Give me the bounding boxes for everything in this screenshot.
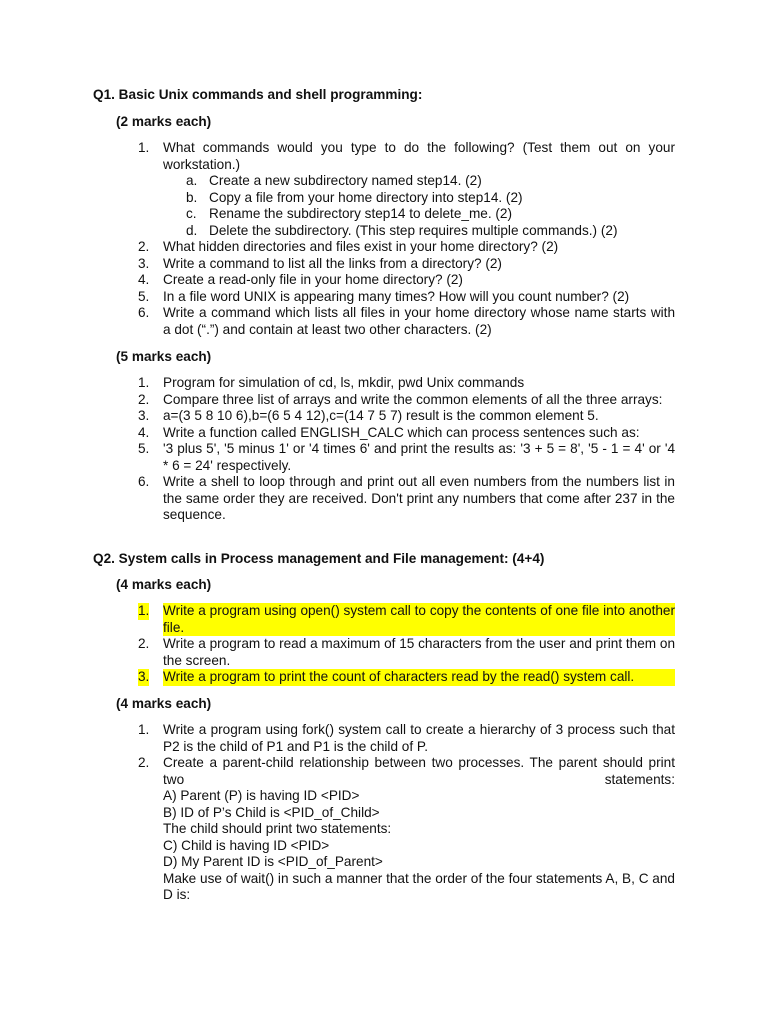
list-item xyxy=(0,375,675,392)
item-text: Program for simulation of cd, ls, mkdir, pwd Unix commands xyxy=(163,375,525,390)
list-item xyxy=(0,256,675,273)
item-number: 4. xyxy=(138,272,150,287)
list-item xyxy=(0,140,675,173)
list-item xyxy=(0,392,675,409)
sub-item-text: Create a new subdirectory named step14. (2) xyxy=(209,173,482,188)
sub-item-text: Copy a file from your home directory into step14. (2) xyxy=(209,189,523,205)
item-number: 2. xyxy=(138,636,150,651)
statement-line: B) ID of P’s Child is <PID_of_Child> xyxy=(163,804,380,820)
item-text: Write a command which lists all files in your home directory whose name starts with a dot (“.”) and contain at least two other characters. (2) xyxy=(163,305,675,337)
item-number: 4. xyxy=(138,424,150,440)
list-item xyxy=(0,755,675,788)
statement-line: A) Parent (P) is having ID <PID> xyxy=(163,788,360,803)
q2-list-b xyxy=(0,722,768,904)
sub-item xyxy=(0,206,768,223)
sub-item-letter: c. xyxy=(186,206,197,221)
item-text: Write a program to print the count of characters read by the read() system call. xyxy=(163,669,675,686)
item-number: 2. xyxy=(138,391,150,407)
q2-marks-b: (4 marks each) xyxy=(116,696,212,711)
item-text: Create a read-only file in your home directory? (2) xyxy=(163,272,463,287)
q2-heading: Q2. System calls in Process management and File management: (4+4) xyxy=(93,551,545,566)
item-number: 5. xyxy=(138,288,150,304)
item-text: Create a parent-child relationship between two processes. The parent should print two statements: xyxy=(163,755,675,787)
list-item xyxy=(0,239,675,256)
item-number: 6. xyxy=(138,474,150,489)
item-text: Write a function called ENGLISH_CALC which can process sentences such as: xyxy=(163,424,640,440)
list-item xyxy=(0,425,675,442)
q1-list-2marks xyxy=(0,140,768,338)
list-item xyxy=(0,474,675,524)
item-text: Write a program using fork() system call to create a hierarchy of 3 process such that P2 is the child of P1 and P1 is the child of P. xyxy=(163,722,675,754)
list-item xyxy=(0,722,675,755)
list-item xyxy=(0,408,675,425)
sub-item-text: Delete the subdirectory. (This step requires multiple commands.) (2) xyxy=(209,222,618,238)
item-number: 3. xyxy=(138,408,150,423)
sub-item xyxy=(0,190,768,207)
item-text: In a file word UNIX is appearing many times? How will you count number? (2) xyxy=(163,288,630,304)
sub-item-letter: a. xyxy=(186,173,198,188)
item-number: 2. xyxy=(138,755,150,770)
q1-marks-5: (5 marks each) xyxy=(116,349,212,364)
list-item-highlighted xyxy=(0,603,675,636)
statement-line: The child should print two statements: xyxy=(163,821,392,836)
q1-list-5marks xyxy=(0,375,768,524)
q2-marks-a: (4 marks each) xyxy=(116,577,212,592)
q1-heading: Q1. Basic Unix commands and shell programming: xyxy=(93,87,423,102)
item-text: '3 plus 5', '5 minus 1' or '4 times 6' and print the results as: '3 + 5 = 8', '5 - 1 = 4' or '4 * 6 = 24' respectively. xyxy=(163,441,675,473)
list-item xyxy=(0,441,675,474)
item-number: 3. xyxy=(138,255,150,271)
sub-item xyxy=(0,223,768,240)
list-item xyxy=(0,289,675,306)
item-text: Write a shell to loop through and print out all even numbers from the numbers list in the same order they are received. Don't print any numbers that come after 237 in the sequence. xyxy=(163,474,675,522)
list-item-continuation xyxy=(0,788,675,904)
item-number: 1. xyxy=(138,140,150,155)
list-item xyxy=(0,305,675,338)
q1-marks-2: (2 marks each) xyxy=(116,114,212,129)
item-number: 1. xyxy=(138,603,150,618)
item-number: 3. xyxy=(138,669,150,684)
item-number: 1. xyxy=(138,375,150,390)
sub-item xyxy=(0,173,768,190)
list-item xyxy=(0,636,675,669)
statement-line: C) Child is having ID <PID> xyxy=(163,837,330,853)
item-text: Write a command to list all the links from a directory? (2) xyxy=(163,255,502,271)
item-text: What hidden directories and files exist in your home directory? (2) xyxy=(163,239,559,254)
statement-line: D) My Parent ID is <PID_of_Parent> xyxy=(163,854,383,869)
item-number: 2. xyxy=(138,239,150,254)
item-text: Write a program using open() system call to copy the contents of one file into another file. xyxy=(163,603,675,635)
q2-list-a xyxy=(0,603,768,686)
list-item-highlighted xyxy=(0,669,675,686)
sub-item-text: Rename the subdirectory step14 to delete_me. (2) xyxy=(209,206,513,221)
item-number: 6. xyxy=(138,305,150,320)
item-number: 1. xyxy=(138,722,150,737)
item-text: a=(3 5 8 10 6),b=(6 5 4 12),c=(14 7 5 7) result is the common element 5. xyxy=(163,408,599,423)
sub-item-letter: b. xyxy=(186,189,198,205)
item-text: Compare three list of arrays and write the common elements of all the three arrays: xyxy=(163,391,663,407)
statement-line: Make use of wait() in such a manner that the order of the four statements A, B, C and D is: xyxy=(163,870,675,902)
list-item xyxy=(0,272,675,289)
item-number: 5. xyxy=(138,441,150,456)
item-text: What commands would you type to do the following? (Test them out on your workstation.) xyxy=(163,140,675,172)
sub-item-letter: d. xyxy=(186,222,198,238)
item-text: Write a program to read a maximum of 15 characters from the user and print them on the screen. xyxy=(163,636,676,668)
